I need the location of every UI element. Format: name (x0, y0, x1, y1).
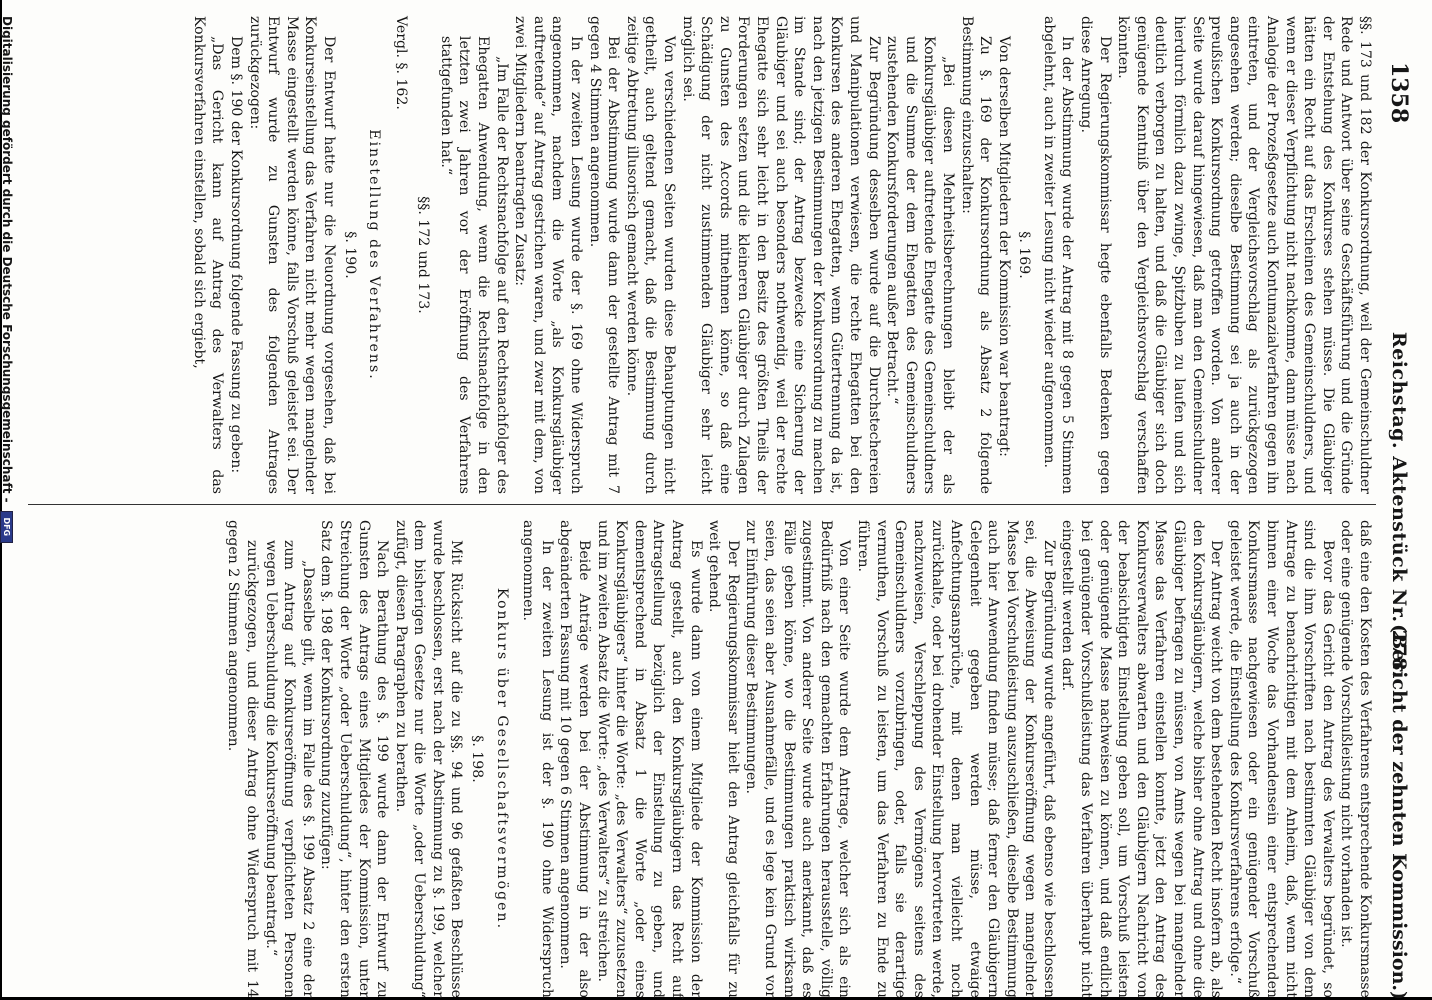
paragraph: Nach Berathung des §. 199 wurde dann der Entwurf zu Gunsten des Antrags eines Mitgliedes der Kommission, unter Streichung der Worte „oder Ueberschuldung“, hinter den ersten Satz dem §. 198 der Konkursordnung zuzufügen: (318, 520, 391, 998)
paragraph: Dem §. 190 der Konkursordnung folgende Fassung zu geben: (227, 36, 244, 474)
section-heading: Einstellung des Verfahrens. (366, 129, 383, 381)
paragraph: Der Entwurf hatte nur die Neuordnung vorgesehen, daß bei Konkurseinstellung das Verfahren nicht mehr wegen mangelnder Masse eingestellt werden könne, falls Vorschuß geleistet sei. Der Entwurf wurde zu Gunsten des folgenden Antrages zurückgezogen: (246, 16, 337, 494)
paragraph: Bei der Abstimmung wurde dann der gestellte Antrag mit 7 gegen 4 Stimmen angenommen. (586, 16, 622, 494)
paragraph: In der zweiten Lesung ist der §. 190 ohne Widerspruch angenommen. (520, 520, 555, 998)
paragraph: „Das Gericht kann auf Antrag des Verwalters das Konkursverfahren einstellen, sobald sich ergiebt, (190, 16, 226, 494)
footer-text: Digitalisierung gefördert durch die Deutsche Forschungsgemeinschaft - (0, 16, 14, 503)
page-header (1382, 10, 1416, 1000)
paragraph: Vergl. §. 162. (392, 16, 409, 110)
section-heading: Konkurs über Gesellschaftsvermögen. (493, 587, 510, 931)
paragraph: Von derselben Mitgliedern der Kommission war beantragt: (995, 36, 1012, 457)
digitization-footer (0, 16, 14, 543)
paragraph: Von einer Seite wurde dem Antrage, welcher sich als ein Bedürfniß nach den gemachten Erfahrungen herausstelle, völlig zugestimmt. Von anderer Seite wurde auch anerkannt, daß es Fälle geben könne, wo die Bestimmungen praktisch wirksam seien, das seien aber Ausnahmefälle, und es lege kein Grund vor zur Einführung dieser Bestimmungen. (743, 520, 853, 998)
paragraph: Es wurde dann von einem Mitgliede der Kommission der Antrag gestellt, auch den Konkursgläubigern das Recht auf Antragstellung bezüglich der Einstellung zu geben, und dementsprechend in Absatz 1 die Worte „oder eines Konkursgläubigers“ hinter die Worte: „des Verwalters“ zuzusetzen und im zweiten Absatz die Worte: „des Verwalters“ zu streichen. (594, 520, 704, 998)
paragraph: Bevor das Gericht den Antrag des Verwalters begründet, so sind die ihm Vorschriften nach bestimmten Gläubiger von dem Antrage zu benachrichtigen mit dem Anheim, daß, wenn nicht binnen einer Woche das Vorhandensein einer entsprechenden Konkursmasse nachgewiesen oder ein genügender Vorschuß geleistet werde, die Einstellung des Konkursverfahrens erfolge.“ (1226, 520, 1336, 998)
rotated-document-page (0, 10, 1416, 1000)
paragraph: In der Abstimmung wurde der Antrag mit 8 gegen 5 Stimmen abgelehnt, auch in zweiter Lesung nicht wieder aufgenommen. (1040, 16, 1076, 494)
paragraph: Der Antrag weicht von dem bestehenden Recht insofern ab, als den Konkursgläubigern, welche bisher ohne Antrag und ohne die Gläubiger befragen zu müssen, von Amts wegen bei mangelnder Masse das Verfahren einstellen konnte, jetzt den Antrag des Konkursverwalters abwarten und den Gläubigern Nachricht von der beabsichtigten Einstellung geben soll, um Vorschuß leisten oder genügende Masse nachweisen zu können, und daß endlich bei genügender Vorschußleistung das Verfahren überhaupt nicht eingestellt werden darf. (1059, 520, 1225, 998)
paragraph: Zu §. 169 der Konkursordnung als Absatz 2 folgende Bestimmung einzuschalten: (958, 16, 994, 494)
page-header-right: (Bericht der zehnten Kommission.) (1388, 624, 1410, 1000)
paragraph: daß eine den Kosten des Verfahrens entsprechende Konkursmasse oder eine genügende Vorschußleistung nicht vorhanden ist. (1338, 520, 1373, 998)
section-reference: §§. 172 und 173. (415, 196, 432, 314)
paragraph: Zur Begründung desselben wurde auf die Durchstechereien und Manipulationen verwiesen, die rechte Ehegatten bei den Konkursen des anderen Ehegatten, wenn Gütertrennung da ist, nach den jetzigen Bestimmungen der Konkursordnung zu machen im Stande sind; der Antrag bezwecke eine Sicherung der Gläubiger und sei auch besonders nothwendig, weil der rechte Ehegatte sich sehr leicht in den Besitz des größten Theils der Forderungen setzen und die kleineren Gläubiger durch Zulagen zu Gunsten des Accords mitnehmen könne, so daß eine Schädigung der nicht zustimmenden Gläubiger sehr leicht möglich sei. (679, 16, 882, 494)
paragraph: §§. 173 und 182 der Konkursordnung, weil der Gemeinschuldner Rede und Antwort über seine Geschäftsführung und die Gründe der Entstehung des Konkurses stehen müsse. Die Gläubiger hätten ein Recht auf das Erscheinen des Gemeinschuldners, und wenn er dieser Verpflichtung nicht nachkomme, dann müsse nach Analogie der Prozeßgesetze auch Kontumazialverfahren gegen ihn eintreten, und der Vergleichsvorschlag als zurückgezogen angesehen werden; dieselbe Bestimmung sei ja auch in der preußischen Konkursordnung getroffen worden. Von anderer Seite wurde darauf hingewiesen, daß man den Gemeinschuldner hierdurch förmlich dazu zwinge, Spitzbuben zu laufen und sich deutlich verborgen zu halten, und daß die Gläubiger sich doch genügende Kenntniß über den Vergleichsvorschlag verschaffen könnten. (1115, 16, 1373, 494)
paragraph: In der zweiten Lesung wurde der §. 169 ohne Widerspruch angenommen, nachdem die Worte „als Konkursgläubiger auftretende“ auf Antrag gestrichen waren, und zwar mit dem, von zwei Mitgliedern beantragten Zusatz: (512, 16, 585, 494)
paragraph: Zur Begründung wurde angeführt, daß ebenso wie beschlossen sei, die Abweisung der Konkurseröffnung wegen mangelnder Masse bei Vorschußleistung auszuschließen, dieselbe Bestimmung auch hier Anwendung finden müsse; daß ferner den Gläubigern Gelegenheit gegeben werden müsse, etwaige Anfechtungsansprüche, mit denen man vielleicht noch zurückhalte, oder bei drohender Einstellung hervortreten werde, nachzuweisen, Verschleppung des Vermögens seitens des Gemeinschuldners vorzubringen, oder, falls sie derartige vermuthen, Vorschuß zu leisten, um das Verfahren zu Ende zu führen. (854, 520, 1057, 998)
paragraph: „Bei diesen Mehrheitsberechnungen bleibt der als Konkursgläubiger auftretende Ehegatte des Gemeinschuldners und die Summe der dem Ehegatten des Gemeinschuldners zustehenden Konkursforderungen außer Betracht.“ (884, 36, 956, 494)
dfg-logo-icon: DFG (0, 511, 13, 543)
section-number: §. 169. (1016, 231, 1033, 279)
column-divider (28, 504, 1376, 505)
paragraph: Der Regierungskommissar hielt den Antrag gleichfalls für zu weit gehend. (706, 520, 741, 998)
paragraph: „Im Falle der Rechtsnachfolge auf den Rechtsnachfolger des Ehegatten Anwendung, wenn die Rechtsnachfolge in den letzten zwei Jahren vor der Eröffnung des Verfahrens stattgefunden hat.“ (437, 36, 510, 494)
paragraph: „Dasselbe gilt, wenn im Falle des §. 199 Absatz 2 eine der zum Antrag auf Konkurseröffnung verpflichteten Personen wegen Ueberschuldung die Konkurseröffnung beantragt.“ (262, 540, 316, 998)
section-number: §. 190. (341, 231, 358, 279)
paragraph: Der Regierungskommissar hegte ebenfalls Bedenken gegen diese Anregung. (1078, 16, 1113, 494)
paragraph: Beide Anträge werden bei der Abstimmung in der also abgeänderten Fassung mit 10 gegen 6 Stimmen angenommen. (557, 520, 593, 998)
page-title: Reichstag. Aktenstück Nr. 278. (1388, 331, 1410, 679)
right-column (224, 520, 1374, 998)
page-number: 1358 (1386, 62, 1412, 124)
left-column (189, 16, 1374, 494)
paragraph: Mit Rücksicht auf die zu §§. 94 und 96 gefaßten Beschlüsse wurde beschlossen, erst nach der Abstimmung zu §. 199, welcher dem bisherigen Gesetze nur die Worte „oder Ueberschuldung“ zufügt, diesen Paragraphen zu berathen. (392, 520, 465, 998)
section-number: §. 198. (469, 735, 486, 783)
paragraph: Von verschiedenen Seiten wurden diese Behauptungen nicht getheilt, auch geltend gemacht, daß die Bestimmung durch zeitige Abtretung illusorisch gemacht werden könne. (623, 16, 678, 494)
paragraph: zurückgezogen, und dieser Antrag ohne Widerspruch mit 14 gegen 2 Stimmen angenommen. (225, 520, 260, 998)
